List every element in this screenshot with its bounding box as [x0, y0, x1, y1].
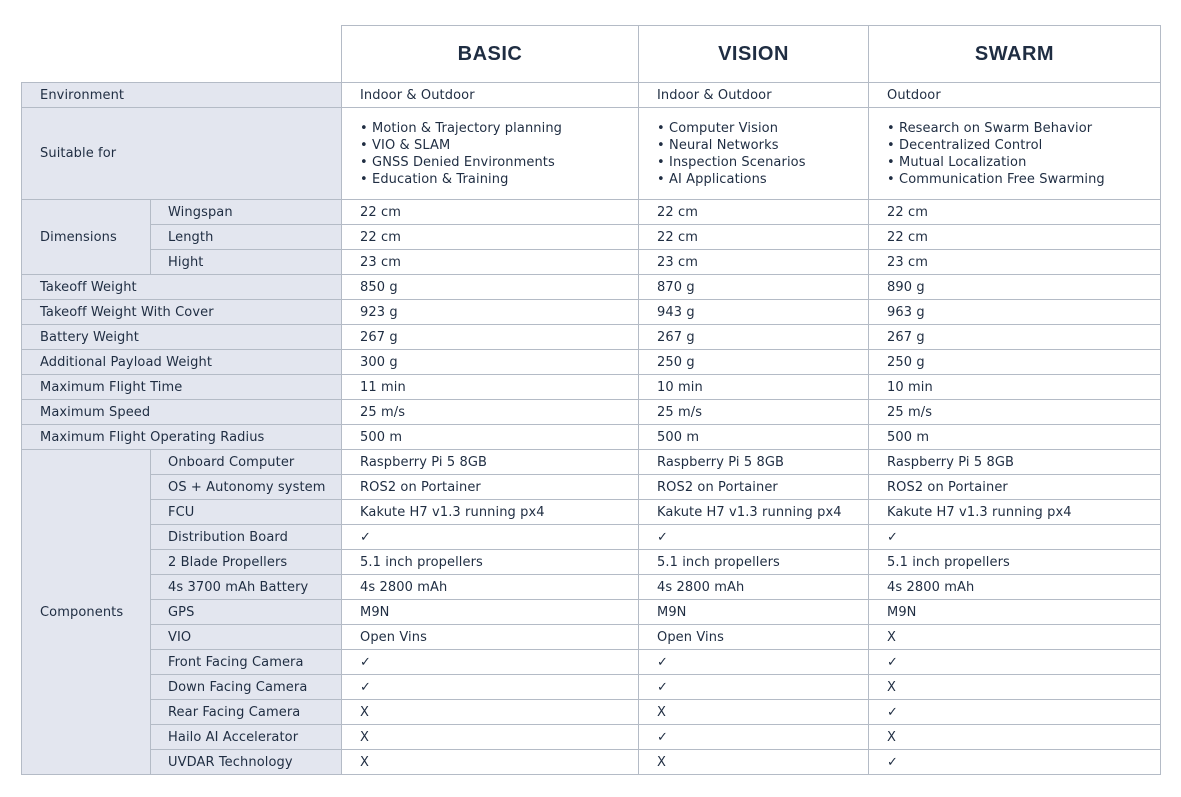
row-length	[22, 225, 1161, 250]
row-hailo	[22, 725, 1161, 750]
cell-basic: X	[342, 700, 639, 725]
row-label: Distribution Board	[151, 525, 342, 550]
group-label-components: Components	[22, 450, 151, 775]
cell-vision: 22 cm	[639, 225, 869, 250]
list-item: • Communication Free Swarming	[887, 171, 1160, 188]
cell-basic: 25 m/s	[342, 400, 639, 425]
cell-basic: ✓	[342, 650, 639, 675]
cell-swarm: 22 cm	[869, 200, 1161, 225]
row-label: Front Facing Camera	[151, 650, 342, 675]
cell-swarm: 5.1 inch propellers	[869, 550, 1161, 575]
cell-basic: 850 g	[342, 275, 639, 300]
cell-basic: ✓	[342, 525, 639, 550]
cell-basic: 300 g	[342, 350, 639, 375]
row-label: Maximum Speed	[22, 400, 342, 425]
list-item: • Research on Swarm Behavior	[887, 120, 1160, 137]
cell-swarm: ✓	[869, 525, 1161, 550]
cell-vision: 500 m	[639, 425, 869, 450]
cell-basic: 267 g	[342, 325, 639, 350]
cell-vision: Indoor & Outdoor	[639, 83, 869, 108]
row-label: Rear Facing Camera	[151, 700, 342, 725]
list-item: • Motion & Trajectory planning	[360, 120, 638, 137]
row-propellers	[22, 550, 1161, 575]
cell-vision: 4s 2800 mAh	[639, 575, 869, 600]
row-down-camera	[22, 675, 1161, 700]
cell-vision: Open Vins	[639, 625, 869, 650]
cell-swarm: X	[869, 675, 1161, 700]
cell-basic: Indoor & Outdoor	[342, 83, 639, 108]
group-label-dimensions: Dimensions	[22, 200, 151, 275]
cell-basic: Open Vins	[342, 625, 639, 650]
row-hight	[22, 250, 1161, 275]
cell-vision: ROS2 on Portainer	[639, 475, 869, 500]
row-os-autonomy	[22, 475, 1161, 500]
cell-swarm: Raspberry Pi 5 8GB	[869, 450, 1161, 475]
header-swarm: SWARM	[869, 26, 1161, 83]
cell-swarm: 4s 2800 mAh	[869, 575, 1161, 600]
row-uvdar	[22, 750, 1161, 775]
row-battery-weight	[22, 325, 1161, 350]
row-label: OS + Autonomy system	[151, 475, 342, 500]
row-fcu	[22, 500, 1161, 525]
cell-vision: ✓	[639, 725, 869, 750]
row-label: Suitable for	[22, 108, 342, 200]
cell-vision: ✓	[639, 525, 869, 550]
row-payload	[22, 350, 1161, 375]
row-suitable-for	[22, 108, 1161, 200]
cell-basic: 5.1 inch propellers	[342, 550, 639, 575]
list-item: • Education & Training	[360, 171, 638, 188]
bullet-list	[657, 120, 868, 188]
cell-vision: 25 m/s	[639, 400, 869, 425]
cell-swarm	[869, 108, 1161, 200]
row-flight-time	[22, 375, 1161, 400]
cell-vision: 250 g	[639, 350, 869, 375]
spec-comparison-table	[21, 25, 1161, 775]
cell-swarm: 25 m/s	[869, 400, 1161, 425]
row-label: Additional Payload Weight	[22, 350, 342, 375]
list-item: • Computer Vision	[657, 120, 868, 137]
cell-vision: 22 cm	[639, 200, 869, 225]
row-label: Onboard Computer	[151, 450, 342, 475]
cell-basic: ROS2 on Portainer	[342, 475, 639, 500]
row-label: Battery Weight	[22, 325, 342, 350]
cell-basic	[342, 108, 639, 200]
cell-basic: 22 cm	[342, 225, 639, 250]
cell-swarm: ✓	[869, 750, 1161, 775]
row-label: Hight	[151, 250, 342, 275]
row-label: Environment	[22, 83, 342, 108]
cell-vision: M9N	[639, 600, 869, 625]
list-item: • VIO & SLAM	[360, 137, 638, 154]
cell-basic: 500 m	[342, 425, 639, 450]
cell-swarm: 10 min	[869, 375, 1161, 400]
cell-vision: 943 g	[639, 300, 869, 325]
list-item: • AI Applications	[657, 171, 868, 188]
row-label: Maximum Flight Time	[22, 375, 342, 400]
cell-basic: Raspberry Pi 5 8GB	[342, 450, 639, 475]
row-label: Takeoff Weight With Cover	[22, 300, 342, 325]
list-item: • Inspection Scenarios	[657, 154, 868, 171]
cell-basic: 4s 2800 mAh	[342, 575, 639, 600]
row-gps	[22, 600, 1161, 625]
cell-swarm: 890 g	[869, 275, 1161, 300]
cell-swarm: 23 cm	[869, 250, 1161, 275]
cell-basic: X	[342, 725, 639, 750]
cell-vision: X	[639, 750, 869, 775]
cell-swarm: 500 m	[869, 425, 1161, 450]
cell-swarm: 963 g	[869, 300, 1161, 325]
row-speed	[22, 400, 1161, 425]
cell-vision: Raspberry Pi 5 8GB	[639, 450, 869, 475]
cell-vision	[639, 108, 869, 200]
bullet-list	[360, 120, 638, 188]
cell-basic: X	[342, 750, 639, 775]
cell-vision: 267 g	[639, 325, 869, 350]
row-wingspan	[22, 200, 1161, 225]
row-label: Hailo AI Accelerator	[151, 725, 342, 750]
row-distribution-board	[22, 525, 1161, 550]
row-label: GPS	[151, 600, 342, 625]
row-radius	[22, 425, 1161, 450]
cell-swarm: ✓	[869, 650, 1161, 675]
row-label: FCU	[151, 500, 342, 525]
list-item: • Decentralized Control	[887, 137, 1160, 154]
cell-swarm: Kakute H7 v1.3 running px4	[869, 500, 1161, 525]
cell-vision: Kakute H7 v1.3 running px4	[639, 500, 869, 525]
bullet-list	[887, 120, 1160, 188]
row-onboard-computer	[22, 450, 1161, 475]
cell-basic: M9N	[342, 600, 639, 625]
cell-basic: 923 g	[342, 300, 639, 325]
cell-swarm: 22 cm	[869, 225, 1161, 250]
list-item: • Neural Networks	[657, 137, 868, 154]
cell-swarm: ✓	[869, 700, 1161, 725]
cell-swarm: ROS2 on Portainer	[869, 475, 1161, 500]
cell-vision: ✓	[639, 650, 869, 675]
row-label: UVDAR Technology	[151, 750, 342, 775]
list-item: • GNSS Denied Environments	[360, 154, 638, 171]
row-environment	[22, 83, 1161, 108]
row-label: Maximum Flight Operating Radius	[22, 425, 342, 450]
cell-basic: 23 cm	[342, 250, 639, 275]
row-label: Length	[151, 225, 342, 250]
cell-swarm: X	[869, 625, 1161, 650]
cell-vision: 870 g	[639, 275, 869, 300]
cell-swarm: 267 g	[869, 325, 1161, 350]
row-battery	[22, 575, 1161, 600]
row-front-camera	[22, 650, 1161, 675]
row-label: Wingspan	[151, 200, 342, 225]
cell-swarm: X	[869, 725, 1161, 750]
row-takeoff-weight	[22, 275, 1161, 300]
list-item: • Mutual Localization	[887, 154, 1160, 171]
header-vision: VISION	[639, 26, 869, 83]
row-label: Down Facing Camera	[151, 675, 342, 700]
cell-vision: 5.1 inch propellers	[639, 550, 869, 575]
row-vio	[22, 625, 1161, 650]
cell-swarm: 250 g	[869, 350, 1161, 375]
cell-basic: Kakute H7 v1.3 running px4	[342, 500, 639, 525]
header-corner	[22, 26, 342, 83]
cell-vision: 10 min	[639, 375, 869, 400]
cell-vision: ✓	[639, 675, 869, 700]
row-rear-camera	[22, 700, 1161, 725]
row-label: Takeoff Weight	[22, 275, 342, 300]
cell-swarm: Outdoor	[869, 83, 1161, 108]
cell-vision: X	[639, 700, 869, 725]
row-label: 4s 3700 mAh Battery	[151, 575, 342, 600]
header-row	[22, 26, 1161, 83]
header-basic: BASIC	[342, 26, 639, 83]
cell-basic: 22 cm	[342, 200, 639, 225]
row-label: VIO	[151, 625, 342, 650]
cell-basic: ✓	[342, 675, 639, 700]
cell-vision: 23 cm	[639, 250, 869, 275]
cell-swarm: M9N	[869, 600, 1161, 625]
row-takeoff-weight-cover	[22, 300, 1161, 325]
cell-basic: 11 min	[342, 375, 639, 400]
row-label: 2 Blade Propellers	[151, 550, 342, 575]
